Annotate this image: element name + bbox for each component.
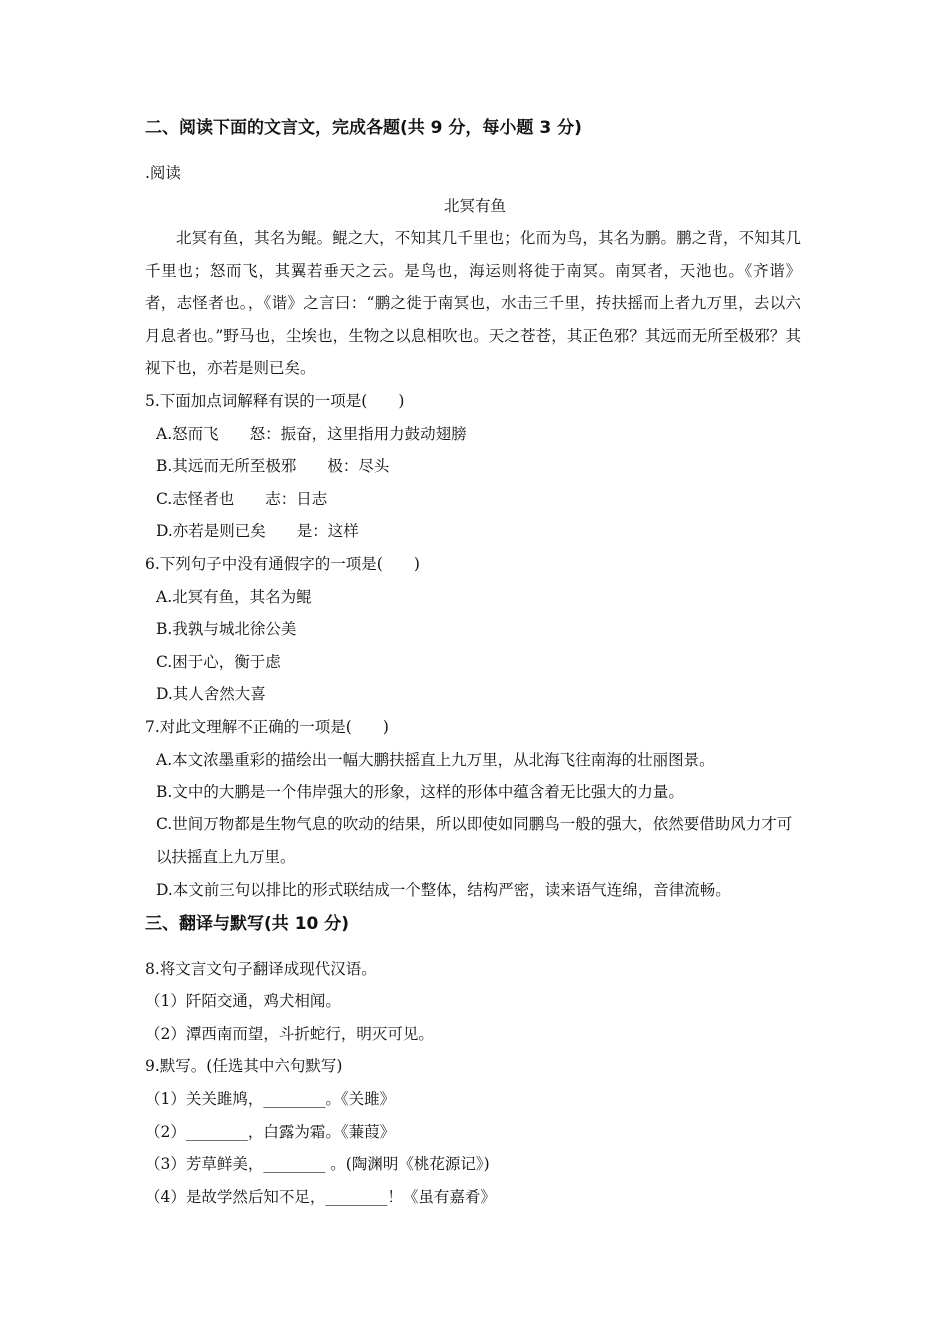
q7-option-a: A.本文浓墨重彩的描绘出一幅大鹏扶摇直上九万里，从北海飞往南海的壮丽图景。 bbox=[156, 751, 715, 769]
q5-stem: 5.下面加点词解释有误的一项是( ) bbox=[145, 392, 405, 410]
reading-intro: .阅读 bbox=[145, 164, 181, 182]
q6-option-b: B.我孰与城北徐公美 bbox=[156, 620, 297, 638]
section2-heading: 二、阅读下面的文言文，完成各题(共 9 分，每小题 3 分) bbox=[145, 118, 582, 138]
q9-stem: 9.默写。(任选其中六句默写) bbox=[145, 1057, 343, 1075]
q9-item-3: （3）芳草鲜美，________ 。(陶渊明《桃花源记》) bbox=[145, 1155, 490, 1173]
q6-option-a: A.北冥有鱼，其名为鲲 bbox=[156, 588, 312, 606]
q8-stem: 8.将文言文句子翻译成现代汉语。 bbox=[145, 960, 377, 978]
q7-option-b: B.文中的大鹏是一个伟岸强大的形象，这样的形体中蕴含着无比强大的力量。 bbox=[156, 783, 684, 801]
passage-title: 北冥有鱼 bbox=[443, 197, 506, 215]
passage-text: 北冥有鱼，其名为鲲。鲲之大，不知其几千里也；化而为鸟，其名为鹏。鹏之背，不知其几千里也；怒而飞，其翼若垂天之云。是鸟也，海运则将徙于南冥。南冥者，天池也。《齐谐》者，志怪者也。，《谐》之言曰：“鹏之徙于南冥也，水击三千里，抟扶摇而上者九万里，去以六月息者也。”野马也，尘埃也，生物之以息相吹也。天之苍苍，其正色邪？其远而无所至极邪？其视下也，亦若是则已矣。 bbox=[145, 229, 801, 378]
q7-stem: 7.对此文理解不正确的一项是( ) bbox=[145, 718, 389, 736]
q6-option-d: D.其人舍然大喜 bbox=[156, 685, 266, 703]
q9-item-4: （4）是故学然后知不足，________！《虽有嘉肴》 bbox=[145, 1188, 496, 1206]
q8-item-1: （1）阡陌交通，鸡犬相闻。 bbox=[145, 992, 341, 1010]
q9-item-1: （1）关关雎鸠，________。《关雎》 bbox=[145, 1090, 396, 1108]
q9-item-2: （2）________，白露为霜。《蒹葭》 bbox=[145, 1123, 396, 1141]
q8-item-2: （2）潭西南而望，斗折蛇行，明灭可见。 bbox=[145, 1025, 434, 1043]
q5-option-a: A.怒而飞 怒：振奋，这里指用力鼓动翅膀 bbox=[156, 425, 467, 443]
q6-stem: 6.下列句子中没有通假字的一项是( ) bbox=[145, 555, 420, 573]
q5-option-d: D.亦若是则已矣 是：这样 bbox=[156, 522, 359, 540]
q7-option-d: D.本文前三句以排比的形式联结成一个整体，结构严密，读来语气连绵，音律流畅。 bbox=[156, 881, 731, 899]
q7-option-c: C.世间万物都是生物气息的吹动的结果，所以即使如同鹏鸟一般的强大，依然要借助风力才可以扶摇直上九万里。 bbox=[156, 815, 793, 866]
q6-option-c: C.困于心，衡于虑 bbox=[156, 653, 281, 671]
q5-option-c: C.志怪者也 志：日志 bbox=[156, 490, 328, 508]
section3-heading: 三、翻译与默写(共 10 分) bbox=[145, 914, 350, 934]
q5-option-b: B.其远而无所至极邪 极：尽头 bbox=[156, 457, 390, 475]
